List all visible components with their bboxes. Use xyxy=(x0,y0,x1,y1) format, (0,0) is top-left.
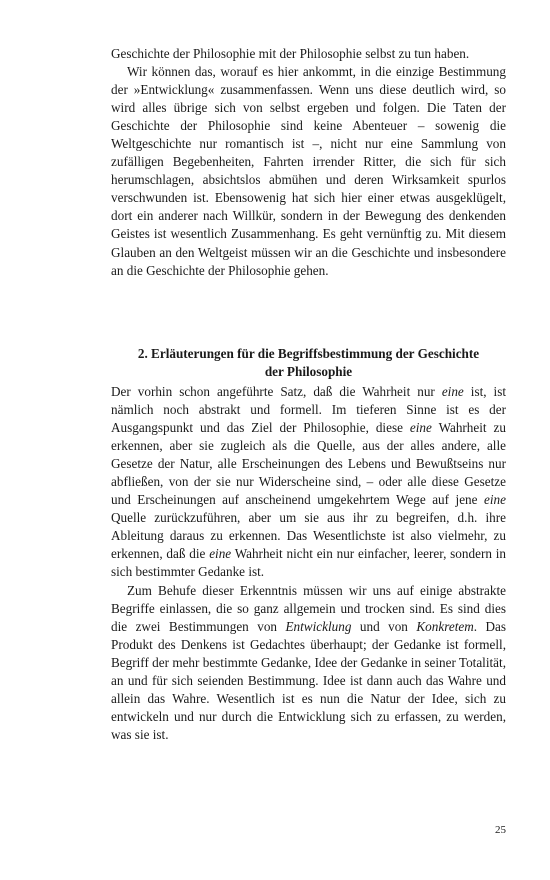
section-text xyxy=(111,383,506,744)
text-run: Quelle zurückzuführen, aber um sie aus ihr zu begreifen, d.h. ihre Ableitung daraus zu erkennen. Das Wesentlichste ist also vielmehr, zu erkennen, daß die xyxy=(111,510,506,562)
emphasis: eine xyxy=(441,384,464,399)
text-run: Zum Behufe dieser Erkenntnis müssen wir uns auf einige abstrakte Begriffe einlassen, die so ganz allgemein und trocken sind. Es sind dies die zwei Bestimmungen von xyxy=(111,582,506,634)
section-heading xyxy=(111,345,506,381)
paragraph: Geschichte der Philosophie mit der Philosophie selbst zu tun haben. xyxy=(111,46,470,61)
section-heading-line: der Philosophie xyxy=(264,364,353,379)
text-run: Der vorhin schon angeführte Satz, daß die Wahrheit nur xyxy=(111,384,442,399)
emphasis: eine xyxy=(209,546,232,562)
emphasis: Konkretem xyxy=(416,618,474,634)
section-heading-line: 2. Erläuterungen für die Begriffsbestimmung der Geschichte xyxy=(137,346,480,361)
intro-text xyxy=(111,45,506,280)
text-run: und von xyxy=(351,618,417,634)
emphasis: Entwicklung xyxy=(285,618,352,634)
text-run: ist, ist nämlich noch abstrakt und formell. Im tieferen Sinne ist es der Ausgangspunkt und das Ziel der Philosophie, diese xyxy=(111,384,506,436)
paragraph: Wir können das, worauf es hier ankommt, in die einzige Bestimmung der »Entwicklung« zusammenfassen. Wenn uns diese deutlich wird, so wird alles übrige sich von selbst ergeben und folgen. Die Taten der Geschichte der Philosophie sind keine Abenteuer – sowenig die Weltgeschichte nur romantisch ist –, nicht nur eine Sammlung von zufälligen Begebenheiten, Fahrten irrender Ritter, die sich für sich herumschlagen, absichtslos abmühen und deren Wirksamkeit spurlos verschwunden ist. Ebensowenig hat sich hier einer etwas ausgeklügelt, dort ein anderer nach Willkür, sondern in der Bewegung des denkenden Geistes ist wesentlich Zusammenhang. Es geht vernünftig zu. Mit diesem Glauben an den Weltgeist müssen wir an die Geschichte und insbesondere an die Geschichte der Philosophie gehen. xyxy=(111,64,506,278)
emphasis: eine xyxy=(484,492,506,508)
paragraph xyxy=(111,383,506,582)
text-run: . Das Produkt des Denkens ist Gedachtes überhaupt; der Gedanke ist formell, Begriff der mehr bestimmte Gedanke, Idee der Gedanke in seiner Totalität, an und für sich seienden Bestimmung. Idee ist dann auch das Wahre und allein das Wahre. Wesentlich ist es nun die Natur der Idee, sich zu entwickeln und nur durch die Entwicklung sich zu erfassen, zu werden, was sie ist. xyxy=(111,618,507,742)
emphasis: eine xyxy=(409,420,432,436)
text-run: Wahrheit nicht ein nur einfacher, leerer, sondern in sich bestimmter Gedanke ist. xyxy=(111,546,506,580)
paragraph xyxy=(111,582,506,744)
text-run: Wahrheit zu erkennen, aber sie zugleich als die Quelle, aus der alles andere, alle Gesetze der Natur, alle Erscheinungen des Lebens und Bewußtseins nur abfließen, von der sie nur Widerscheine sind, – oder alle diese Gesetze und Erscheinungen auf anscheinend umgekehrtem Wege auf jene xyxy=(111,420,506,508)
page-number: 25 xyxy=(495,824,506,836)
